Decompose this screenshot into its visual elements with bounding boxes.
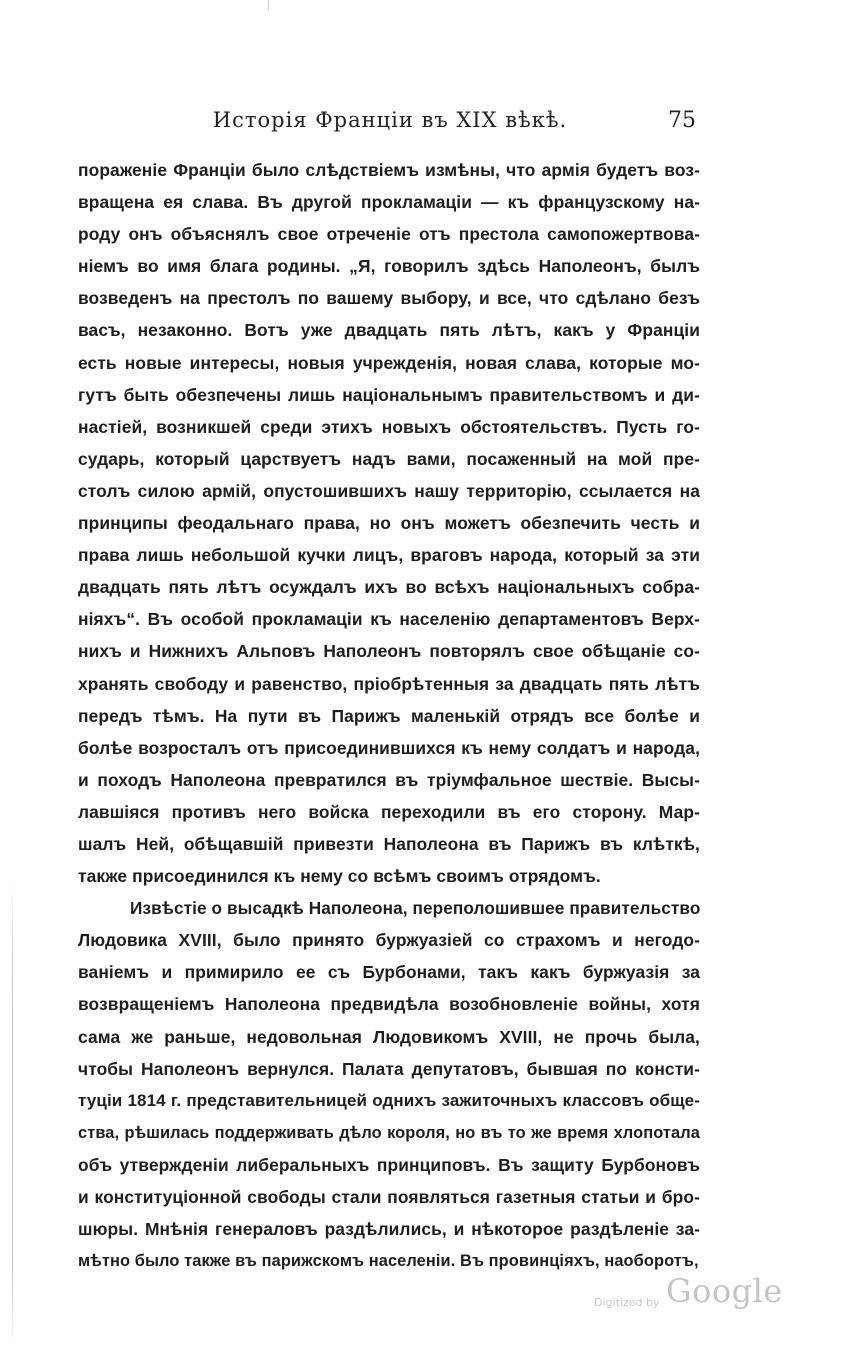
body-text [78, 154, 700, 1277]
text-line: шалъ Ней, обѣщавшій привезти Наполеона въ Парижъ въ клѣткѣ, [78, 833, 700, 854]
scan-edge-shadow [12, 880, 13, 1350]
text-line: лавшіяся противъ него войска переходили въ его сторону. Мар- [78, 801, 700, 822]
paragraph-1 [78, 154, 700, 892]
text-line: васъ, незаконно. Вотъ уже двадцать пять лѣтъ, какъ у Франціи [78, 320, 700, 341]
scan-edge-mark [268, 0, 269, 10]
text-line: болѣе возросталъ отъ присоединившихся къ нему солдатъ и народа, [78, 737, 700, 758]
text-line: шюры. Мнѣнія генераловъ раздѣлились, и нѣкоторое раздѣленіе за- [78, 1219, 700, 1240]
google-watermark [590, 1272, 790, 1312]
digitized-by-label: Digitized by [594, 1296, 660, 1309]
text-line: и конституціонной свободы стали появляться газетныя статьи и бро- [78, 1187, 700, 1207]
text-line: ніяхъ“. Въ особой прокламаціи къ населенію департаментовъ Верх- [78, 609, 700, 630]
text-line: двадцать пять лѣтъ осуждалъ ихъ во всѣхъ національныхъ собра- [78, 577, 700, 598]
text-line: пораженіе Франціи было слѣдствіемъ измѣны, что армія будетъ воз- [78, 160, 700, 180]
text-line: права лишь небольшой кучки лицъ, враговъ народа, который за эти [78, 545, 700, 566]
text-line: также присоединился къ нему со всѣмъ своимъ отрядомъ. [78, 866, 601, 887]
text-line: сударь, который царствуетъ надъ вами, посаженный на мой пре- [78, 448, 700, 469]
google-logo: Google [666, 1272, 783, 1310]
text-line: туціи 1814 г. представительницей однихъ зажиточныхъ классовъ обще- [78, 1090, 700, 1110]
text-line: нихъ и Нижнихъ Альповъ Наполеонъ повторялъ свое обѣщаніе со- [78, 641, 700, 662]
text-line: передъ тѣмъ. На пути въ Парижъ маленькій отрядъ все болѣе и [78, 705, 700, 726]
text-line: возвращеніемъ Наполеона предвидѣла возобновленіе войны, хотя [78, 994, 700, 1015]
text-line: есть новые интересы, новыя учрежденія, новая слава, которые мо- [78, 352, 700, 373]
text-line: гутъ быть обезпечены лишь національнымъ правительствомъ и ди- [78, 384, 700, 405]
text-line: Извѣстіе о высадкѣ Наполеона, переполошившее правительство [130, 898, 700, 919]
text-line: и походъ Наполеона превратился въ тріумфальное шествіе. Высы- [78, 769, 700, 790]
text-line: чтобы Наполеонъ вернулся. Палата депутатовъ, бывшая по консти- [78, 1058, 700, 1079]
text-line: сама же раньше, недовольная Людовикомъ XVIII, не прочь была, [78, 1026, 700, 1047]
running-header [78, 108, 702, 140]
text-line: столъ силою армій, опустошившихъ нашу территорію, ссылается на [78, 480, 700, 501]
text-line: принципы феодальнаго права, но онъ можетъ обезпечить честь и [78, 513, 700, 534]
text-line: ства, рѣшилась поддерживать дѣло короля, но въ то же время хлопотала [78, 1123, 700, 1142]
text-line: Людовика XVIII, было принято буржуазіей со страхомъ и негодо- [78, 930, 700, 951]
text-line: ваніемъ и примирило ее съ Бурбонами, такъ какъ буржуазія за [78, 962, 700, 983]
page-number: 75 [668, 108, 696, 133]
text-line: роду онъ объяснялъ свое отреченіе отъ престола самопожертвова- [78, 224, 700, 245]
text-line: возведенъ на престолъ по вашему выбору, и все, что сдѣлано безъ [78, 288, 700, 309]
running-title: Исторія Франціи въ XIX вѣкѣ. [212, 108, 568, 132]
text-line: хранять свободу и равенство, пріобрѣтенныя за двадцать пять лѣтъ [78, 673, 700, 694]
paragraph-2 [78, 892, 700, 1277]
text-line: вращена ея слава. Въ другой прокламаціи — къ французскому на- [78, 192, 700, 213]
text-line: настіей, возникшей среди этихъ новыхъ обстоятельствъ. Пусть го- [78, 416, 700, 437]
text-line: объ утвержденіи либеральныхъ принциповъ. Въ защиту Бурбоновъ [78, 1154, 700, 1175]
text-line: мѣтно было также въ парижскомъ населеніи. Въ провинціяхъ, наоборотъ, [78, 1252, 699, 1271]
text-line: ніемъ во имя блага родины. „Я, говорилъ здѣсь Наполеонъ, былъ [78, 256, 700, 277]
